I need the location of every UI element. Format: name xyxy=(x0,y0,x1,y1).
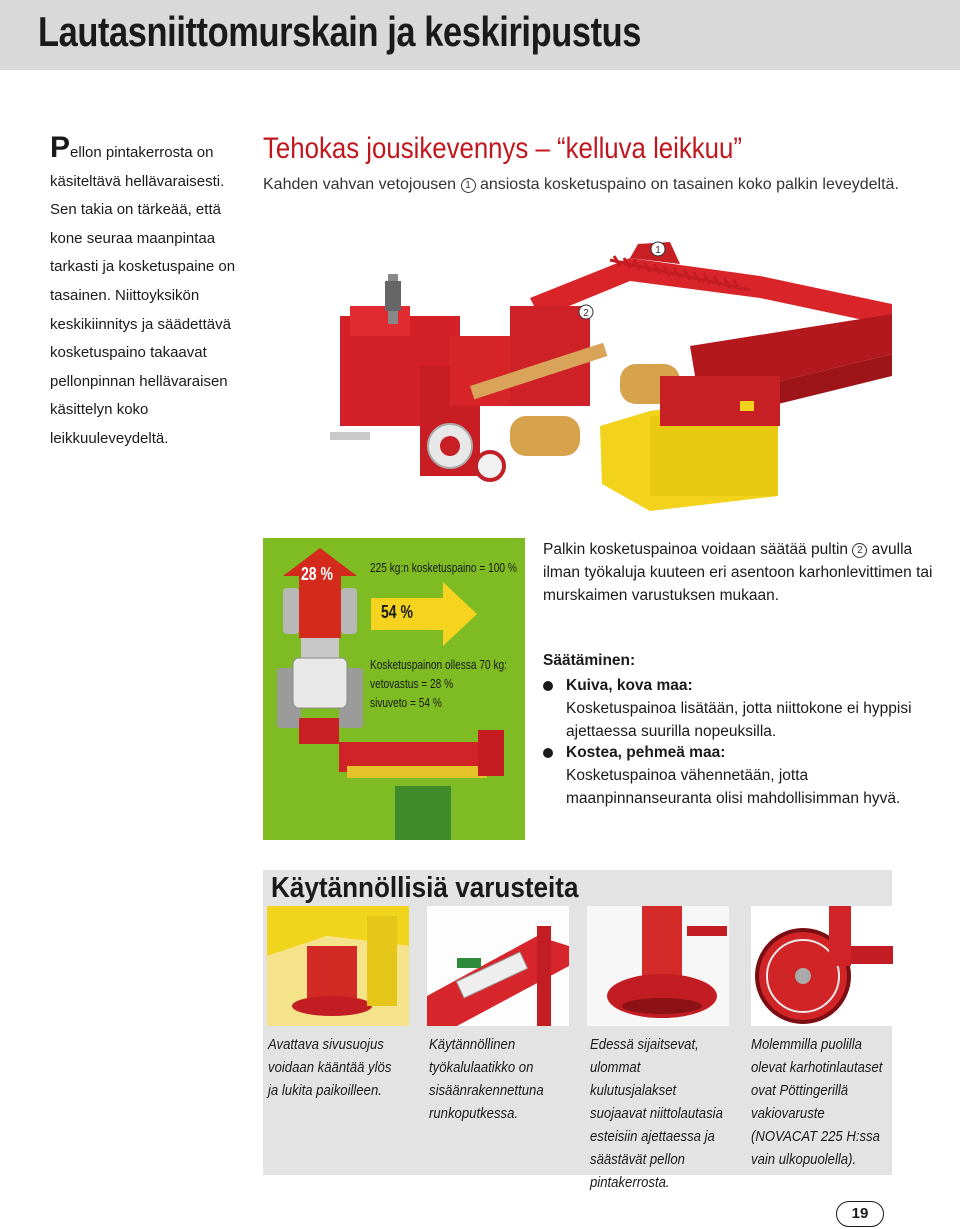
caption-line-2: vetovastus = 28 % xyxy=(370,676,454,691)
photo-callout-2: 2 xyxy=(583,308,589,319)
page-title: Lautasniittomurskain ja keskiripustus xyxy=(38,8,642,55)
bullet-body: Kosketuspainoa vähennetään, jotta maanpinnanseuranta olisi mahdollisimman hyvä. xyxy=(566,767,901,807)
bullet-heading: Kostea, pehmeä maa: xyxy=(566,744,726,761)
accessory-caption-1: Avattava sivusuojus voidaan kääntää ylös ja lukita paikoilleen. xyxy=(268,1037,392,1099)
page-number: 19 xyxy=(836,1201,884,1227)
accessory-photo-toolbox xyxy=(427,906,569,1026)
caption-line-3: sivuveto = 54 % xyxy=(370,695,442,710)
photo-callout-1: 1 xyxy=(655,245,661,256)
accessories-heading: Käytännöllisiä varusteita xyxy=(271,872,579,904)
adjustment-paragraph xyxy=(543,538,933,607)
adjust-before: Palkin kosketuspainoa voidaan säätää pultin xyxy=(543,541,849,558)
accessory-photo-swath-disc xyxy=(751,906,893,1026)
intro-text xyxy=(50,131,250,454)
marker-2-icon: 2 xyxy=(852,543,867,558)
accessory-photo-skids xyxy=(587,906,729,1026)
accessory-caption-2: Käytännöllinen työkalulaatikko on sisäänrakennettuna runkoputkessa. xyxy=(429,1037,544,1122)
accessory-caption-3: Edessä sijaitsevat, ulommat kulutusjalakset suojaavat niittolautasia esteisiin ajettaessa ja säästävät pellon pintakerrosta. xyxy=(590,1037,723,1191)
weight-distribution-diagram xyxy=(263,538,525,840)
accessory-photo-side-guard xyxy=(267,906,409,1026)
title-bar xyxy=(0,0,960,70)
adjust-after: avulla ilman työkaluja kuuteen eri asentoon karhonlevittimen tai murskaimen varustuksen mukaan. xyxy=(543,541,933,604)
bullet-dot-icon xyxy=(543,748,553,758)
mower-photo xyxy=(330,236,892,524)
intro-dropcap: P xyxy=(50,131,71,164)
marker-1-icon: 1 xyxy=(461,178,476,193)
section-subtext-spring xyxy=(263,174,903,196)
bullet-dot-icon xyxy=(543,681,553,691)
bullet-wet-soil xyxy=(543,741,938,831)
subtext-after: ansiosta kosketuspaino on tasainen koko palkin leveydeltä. xyxy=(479,176,899,193)
contact-weight-caption: 225 kg:n kosketuspaino = 100 % xyxy=(370,560,517,575)
subtext-before: Kahden vahvan vetojousen xyxy=(263,176,457,193)
caption-line-1: Kosketuspainon ollessa 70 kg: xyxy=(370,657,507,672)
bullet-heading: Kuiva, kova maa: xyxy=(566,677,693,694)
adjustment-heading: Säätäminen: xyxy=(543,652,636,669)
intro-body: ellon pintakerrosta on käsiteltävä hellävaraisesti. Sen takia on tärkeää, että kone seuraa maanpintaa tarkasti ja kosketuspaine on tasainen. Niittoyksikön keskikiinnitys ja säädettävä kosketuspaino takaavat pellonpinnan hellävaraisen käsittelyn koko leikkuuleveydeltä. xyxy=(50,144,236,447)
bullet-dry-soil xyxy=(543,674,938,740)
draft-percent-label: 28 % xyxy=(301,564,334,584)
accessories-panel xyxy=(263,870,892,1191)
accessory-caption-4: Molemmilla puolilla olevat karhotinlautaset ovat Pöttingerillä vakiovaruste (NOVACAT 225 H:ssa vain ulkopuolella). xyxy=(751,1037,883,1168)
side-percent-label: 54 % xyxy=(381,602,414,622)
tractor-front-wheel-left xyxy=(283,588,299,634)
section-heading-spring: Tehokas jousikevennys – “kelluva leikkuu” xyxy=(263,132,742,165)
bullet-body: Kosketuspainoa lisätään, jotta niittokone ei hyppisi ajettaessa suurilla nopeuksilla. xyxy=(566,700,912,740)
tractor-front-wheel-right xyxy=(341,588,357,634)
